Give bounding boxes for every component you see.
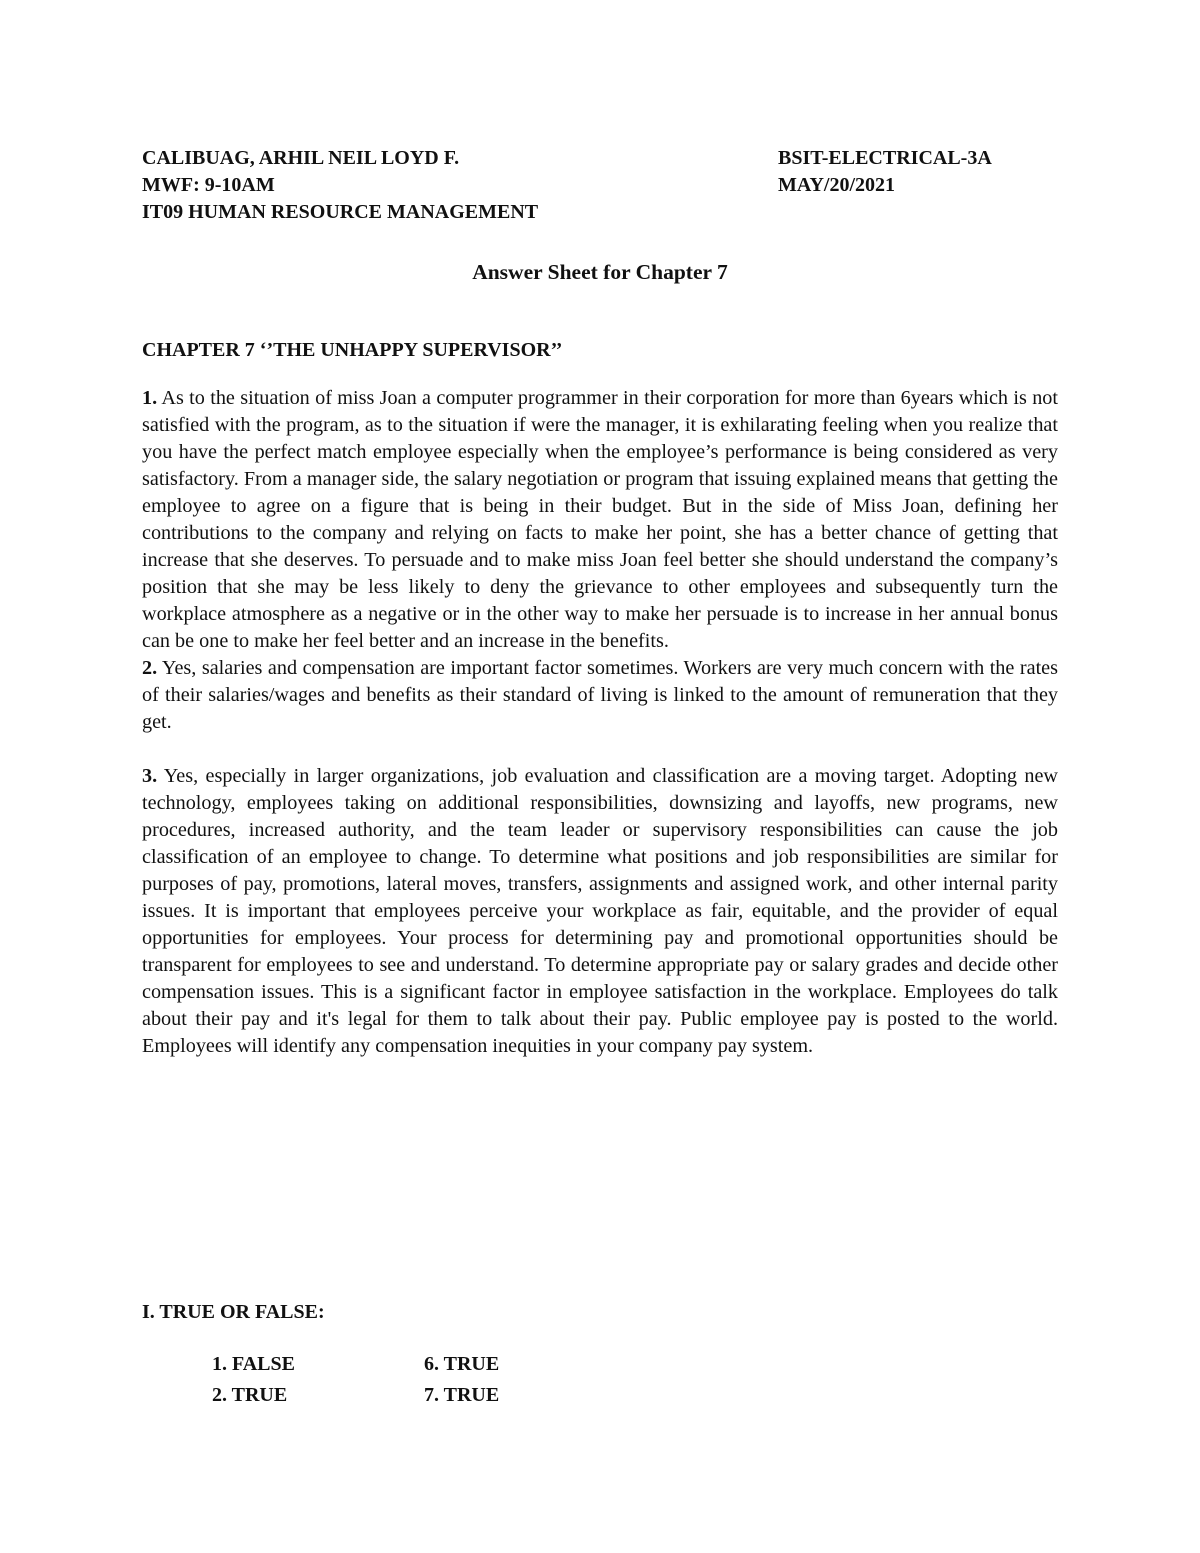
true-false-item: 7. TRUE xyxy=(424,1384,500,1406)
answer-number: 2. xyxy=(142,657,158,679)
true-false-answers xyxy=(212,1349,612,1411)
true-false-item: 2. TRUE xyxy=(212,1384,288,1406)
header-row-2 xyxy=(142,172,1062,199)
answer-paragraph xyxy=(142,655,1058,736)
true-false-row xyxy=(212,1349,612,1380)
answer-paragraph xyxy=(142,385,1058,655)
answer-text: Yes, salaries and compensation are important factor sometimes. Workers are very much concern with the rates of their salaries/wages and benefits as their standard of living is linked to the amount of remuneration that they get. xyxy=(142,657,1058,733)
student-name: CALIBUAG, ARHIL NEIL LOYD F. xyxy=(142,147,460,169)
true-false-item: 1. FALSE xyxy=(212,1353,295,1375)
answer-number: 3. xyxy=(142,765,158,787)
submission-date: MAY/20/2021 xyxy=(778,174,896,196)
header-row-1 xyxy=(142,145,1062,172)
program-section: BSIT-ELECTRICAL-3A xyxy=(778,147,992,169)
header-row-3 xyxy=(142,199,1062,226)
student-header xyxy=(142,145,1062,226)
course-title: IT09 HUMAN RESOURCE MANAGEMENT xyxy=(142,201,539,223)
answer-text: As to the situation of miss Joan a computer programmer in their corporation for more than 6years which is not satisfied with the program, as to the situation if were the manager, it is exhilarating feeling when you realize that you have the perfect match employee especially when the employee’s performance is being considered as very satisfactory. From a manager side, the salary negotiation or program that issuing explained means that getting the employee to agree on a figure that is being in their budget. But in the side of Miss Joan, defining her contributions to the company and relying on facts to make her point, she has a better chance of getting that increase that she deserves. To persuade and to make miss Joan feel better she should understand the company’s position that she may be less likely to deny the grievance to other employees and subsequently turn the workplace atmosphere as a negative or in the other way to make her persuade is to increase in her annual bonus can be one to make her feel better and an increase in the benefits. xyxy=(142,387,1058,652)
class-schedule: MWF: 9-10AM xyxy=(142,174,275,196)
true-false-item: 6. TRUE xyxy=(424,1353,500,1375)
true-false-heading: I. TRUE OR FALSE: xyxy=(142,1301,325,1323)
true-false-row xyxy=(212,1380,612,1411)
answer-number: 1. xyxy=(142,387,158,409)
chapter-heading: CHAPTER 7 ‘’THE UNHAPPY SUPERVISOR’’ xyxy=(142,339,563,361)
answer-text: Yes, especially in larger organizations, job evaluation and classification are a moving target. Adopting new technology, employees taking on additional responsibilities, downsizing and layoffs, new programs, new procedures, increased authority, and the team leader or supervisory responsibilities can cause the job classification of an employee to change. To determine what positions and job responsibilities are similar for purposes of pay, promotions, lateral moves, transfers, assignments and assigned work, and other internal parity issues. It is important that employees perceive your workplace as fair, equitable, and the provider of equal opportunities for employees. Your process for determining pay and promotional opportunities should be transparent for employees to see and understand. To determine appropriate pay or salary grades and decide other compensation issues. This is a significant factor in employee satisfaction in the workplace. Employees do talk about their pay and it's legal for them to talk about their pay. Public employee pay is posted to the world. Employees will identify any compensation inequities in your company pay system. xyxy=(142,765,1058,1057)
answers-section xyxy=(142,385,1058,1060)
page-title: Answer Sheet for Chapter 7 xyxy=(472,260,728,284)
answer-paragraph xyxy=(142,763,1058,1060)
